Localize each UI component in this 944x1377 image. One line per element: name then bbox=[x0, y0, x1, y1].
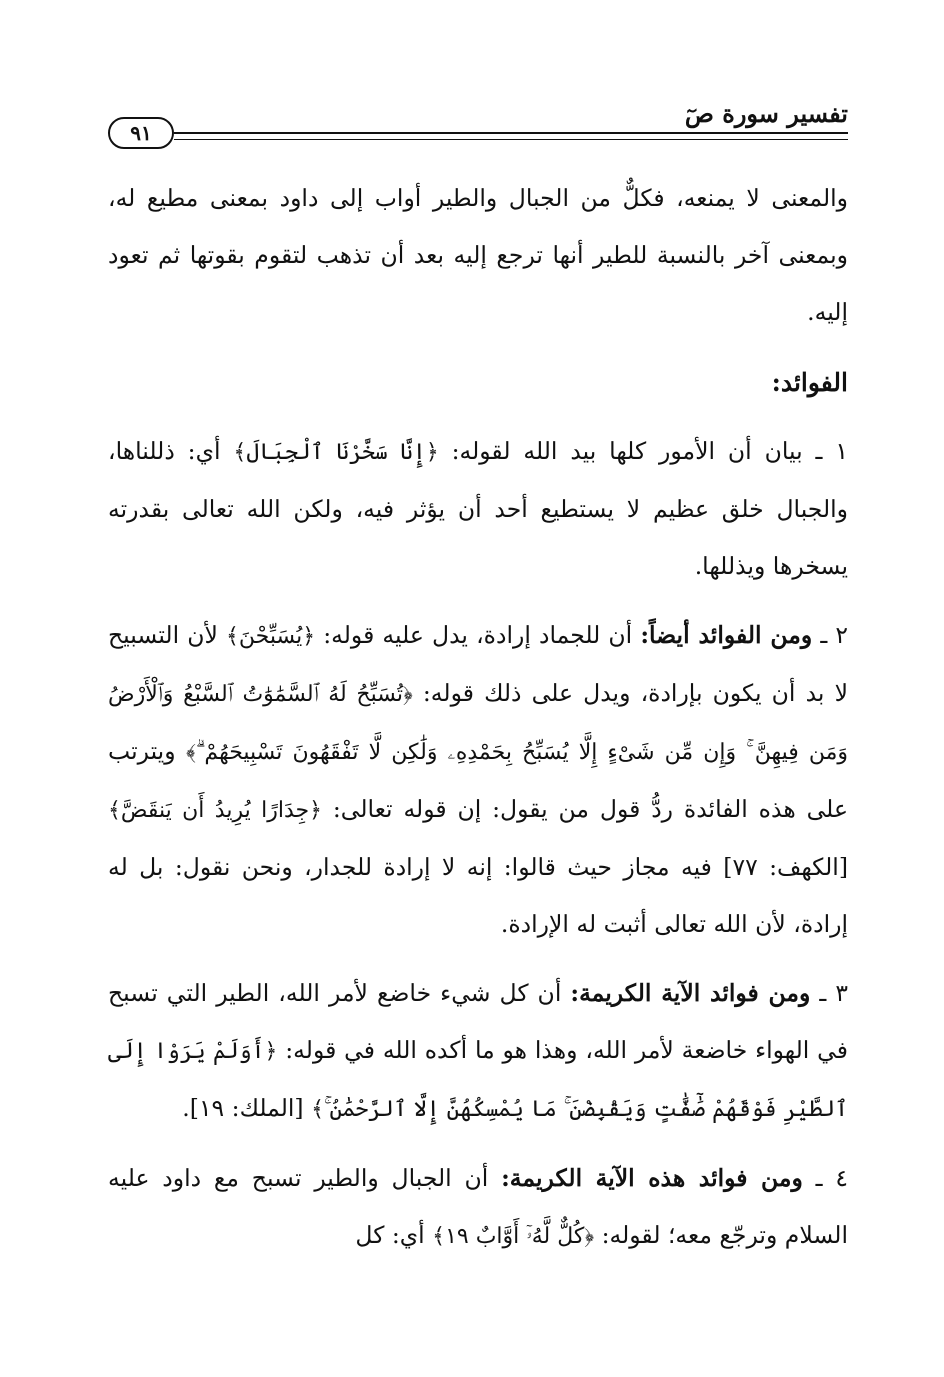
item-lead: ومن فوائد هذه الآية الكريمة: bbox=[501, 1164, 803, 1192]
item-text: أن الجبال والطير تسبح مع داود عليه السلام وترجّع معه؛ لقوله: bbox=[108, 1164, 848, 1249]
item-text: أن كل شيء خاضع لأمر الله، الطير التي تسبح في الهواء خاضعة لأمر الله، وهذا هو ما أكده الله في قوله: bbox=[108, 979, 848, 1064]
quran-verse: ﴿يُسَبِّحْنَ﴾ bbox=[226, 624, 316, 649]
item-text: بيان أن الأمور كلها بيد الله لقوله: bbox=[451, 437, 803, 465]
benefit-item-1 bbox=[108, 423, 848, 595]
page-header bbox=[108, 100, 848, 150]
item-lead: ومن الفوائد أيضاً: bbox=[640, 621, 813, 649]
benefit-item-3 bbox=[108, 965, 848, 1138]
item-text: لأن التسبيح لا بد أن يكون بإرادة، ويدل على ذلك قوله: bbox=[108, 621, 848, 707]
header-rule bbox=[174, 132, 848, 140]
item-lead: ومن فوائد الآية الكريمة: bbox=[570, 979, 811, 1007]
quran-verse: ﴿إِنَّا سَخَّرْنَا ٱلْجِبَالَ﴾ bbox=[233, 440, 439, 465]
item-number: ٢ ـ bbox=[820, 621, 848, 649]
quran-verse: ﴿أَوَلَمْ يَرَوْا إِلَى ٱلطَّيْرِ فَوْقَهُمْ صَٰٓفَّٰتٍ وَيَقْبِضْنَ ۚ مَا يُمْسِكُهُنَّ إِلَّا ٱلرَّحْمَٰنُ ۚ﴾ bbox=[108, 1039, 848, 1122]
item-text: [الملك: ١٩]. bbox=[182, 1094, 304, 1122]
item-text: أن للجماد إرادة، يدل عليه قوله: bbox=[323, 621, 633, 649]
page-body bbox=[108, 170, 848, 1277]
item-text: [الكهف: ٧٧] فيه مجاز حيث قالوا: إنه لا إرادة للجدار، ونحن نقول: بل له إرادة، لأن الله تعالى أثبت له الإرادة. bbox=[108, 853, 848, 938]
page-number: ٩١ bbox=[108, 117, 174, 149]
item-number: ٣ ـ bbox=[819, 979, 848, 1007]
benefit-item-2 bbox=[108, 607, 848, 953]
item-text: ويترتب على هذه الفائدة ردُّ قول من يقول: إن قوله تعالى: bbox=[108, 737, 848, 823]
running-title: تفسير سورة صٓ bbox=[684, 99, 848, 128]
benefit-item-4 bbox=[108, 1150, 848, 1265]
item-number: ١ ـ bbox=[815, 437, 848, 465]
intro-paragraph: والمعنى لا يمنعه، فكلٌّ من الجبال والطير أواب إلى داود بمعنى مطيع له، وبمعنى آخر بالنسبة للطير أنها ترجع إليه بعد أن تذهب لتقوم بقوتها ثم تعود إليه. bbox=[108, 184, 848, 326]
quran-verse: ﴿تُسَبِّحُ لَهُ ٱلسَّمَٰوَٰتُ ٱلسَّبْعُ وَٱلْأَرْضُ وَمَن فِيهِنَّ ۚ وَإِن مِّن شَىْءٍ إِلَّا يُسَبِّحُ بِحَمْدِهِۦ وَلَٰكِن لَّا تَفْقَهُونَ تَسْبِيحَهُمْ ۗ﴾ bbox=[108, 682, 848, 765]
item-text: أي: ذللناها، والجبال خلق عظيم لا يستطيع أحد أن يؤثر فيه، ولكن الله تعالى بقدرته يسخرها ويذللها. bbox=[108, 437, 848, 580]
quran-verse: ﴿جِدَارًا يُرِيدُ أَن يَنقَضَّ﴾ bbox=[108, 798, 322, 823]
quran-verse: ﴿كُلٌّ لَّهُۥٓ أَوَّابٌ ١٩﴾ bbox=[432, 1224, 595, 1249]
item-number: ٤ ـ bbox=[815, 1164, 848, 1192]
item-text: أي: كل bbox=[355, 1221, 425, 1249]
section-heading: الفوائد: bbox=[771, 368, 848, 397]
